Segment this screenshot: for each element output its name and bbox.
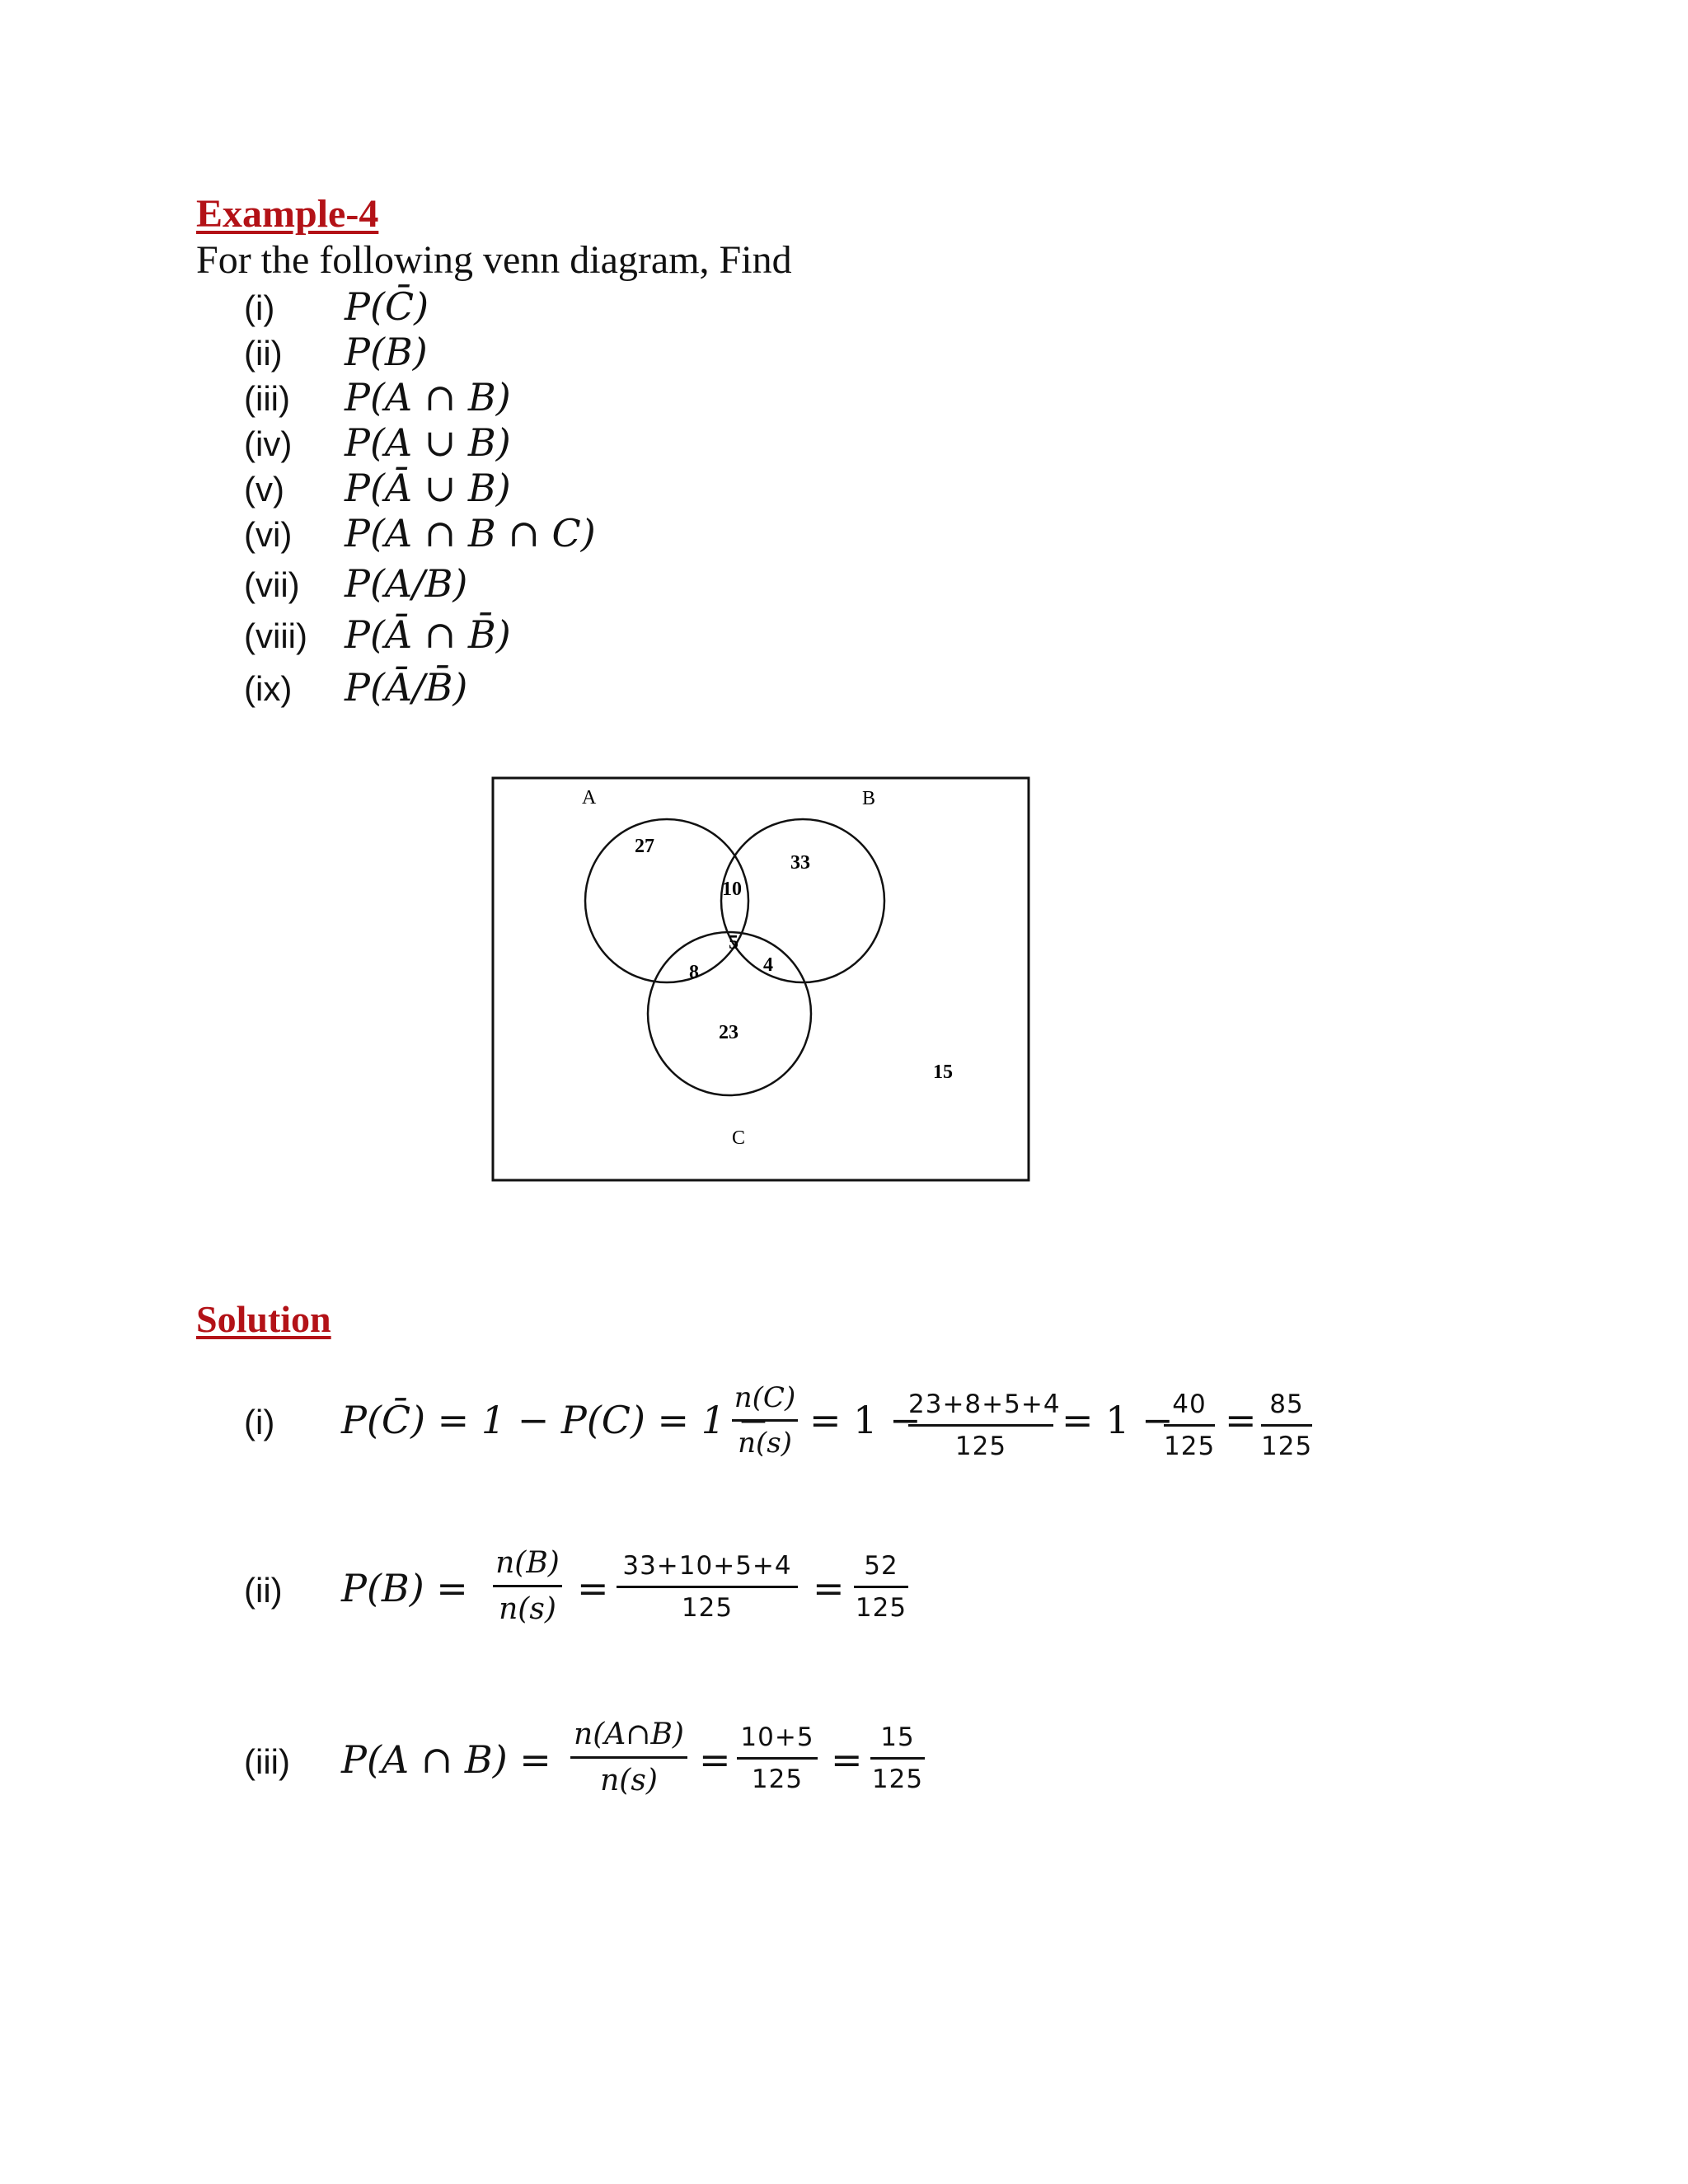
step-number: (ii) [244, 1571, 283, 1610]
question-number: (i) [244, 288, 275, 327]
fraction-52-125 [854, 1551, 908, 1623]
region-b-and-c: 4 [763, 954, 773, 976]
numerator: n(B) [495, 1546, 560, 1580]
step-lhs: P(B) = [341, 1566, 468, 1610]
step-lhs: P(A ∩ B) = [341, 1737, 551, 1782]
set-c-circle [648, 932, 811, 1095]
fraction-bar [493, 1585, 562, 1587]
region-a-b-c: 5 [729, 932, 738, 954]
denominator: 125 [681, 1593, 734, 1623]
numerator: 85 [1269, 1390, 1304, 1419]
numerator: n(C) [734, 1381, 796, 1414]
question-expression: P(A/B) [345, 561, 468, 606]
question-number: (viii) [244, 616, 307, 655]
example-title: Example-4 [196, 192, 379, 236]
set-b-circle [721, 819, 884, 982]
denominator: 125 [1164, 1432, 1216, 1461]
fraction-sum-125 [617, 1551, 798, 1623]
region-only-a: 27 [635, 836, 654, 857]
question-number: (vi) [244, 515, 293, 554]
question-expression: P(A ∩ B ∩ C) [345, 511, 596, 555]
fraction-sum-125 [908, 1390, 1061, 1461]
fraction-nb-ns [493, 1546, 562, 1626]
question-item [244, 561, 467, 606]
fraction-bar [1261, 1424, 1312, 1427]
denominator: n(s) [738, 1427, 792, 1460]
region-a-and-c: 8 [689, 962, 699, 983]
fraction-sum-125 [737, 1722, 818, 1794]
fraction-bar [854, 1586, 908, 1588]
question-expression: P(A ∩ B) [345, 375, 511, 419]
region-only-c: 23 [719, 1022, 738, 1043]
universal-set-box [493, 778, 1029, 1180]
fraction-85-125 [1261, 1390, 1312, 1461]
denominator: 125 [954, 1432, 1007, 1461]
question-number: (iv) [244, 424, 293, 463]
question-expression: P(Ā ∩ B̄) [345, 612, 511, 657]
numerator: 40 [1172, 1390, 1207, 1419]
numerator: 15 [880, 1722, 915, 1752]
fraction-bar [737, 1757, 818, 1760]
equals-one-minus: = 1 − [1062, 1398, 1174, 1442]
set-c-label: C [732, 1127, 746, 1149]
fraction-bar [732, 1419, 798, 1422]
numerator: 23+8+5+4 [908, 1390, 1061, 1419]
fraction-bar [908, 1424, 1053, 1427]
question-number: (ii) [244, 334, 283, 373]
fraction-bar [570, 1756, 687, 1759]
numerator: 52 [864, 1551, 898, 1581]
question-item [244, 420, 511, 465]
equals-sign: = [577, 1566, 609, 1610]
denominator: 125 [855, 1593, 907, 1623]
question-item [244, 375, 511, 419]
question-expression: P(C̄) [345, 284, 429, 329]
denominator: 125 [871, 1765, 924, 1794]
question-number: (v) [244, 470, 284, 509]
set-a-label: A [582, 787, 597, 808]
region-outside: 15 [933, 1062, 953, 1083]
question-expression: P(A ∪ B) [345, 420, 511, 465]
step-number: (iii) [244, 1742, 290, 1781]
set-b-label: B [862, 788, 876, 809]
numerator: 33+10+5+4 [622, 1551, 792, 1581]
fraction-nc-ns [732, 1381, 798, 1460]
step-number: (i) [244, 1403, 275, 1441]
fraction-bar [617, 1586, 798, 1588]
numerator: 10+5 [740, 1722, 814, 1752]
question-expression: P(Ā/B̄) [345, 665, 468, 710]
question-item [244, 284, 429, 329]
question-expression: P(B) [345, 330, 428, 374]
denominator: n(s) [600, 1764, 658, 1797]
question-number: (ix) [244, 669, 293, 708]
numerator: n(A∩B) [574, 1718, 684, 1751]
denominator: 125 [751, 1765, 804, 1794]
equals-sign: = [699, 1737, 731, 1782]
question-item [244, 466, 511, 510]
denominator: 125 [1261, 1432, 1313, 1461]
equals-sign: = [813, 1566, 845, 1610]
fraction-15-125 [870, 1722, 925, 1794]
solution-title: Solution [196, 1298, 331, 1340]
set-a-circle [585, 819, 748, 982]
fraction-bar [1164, 1424, 1215, 1427]
question-expression: P(Ā ∪ B) [345, 466, 511, 510]
equals-sign: = [831, 1737, 863, 1782]
region-only-b: 33 [790, 852, 810, 874]
fraction-nab-ns [570, 1718, 687, 1797]
denominator: n(s) [499, 1592, 556, 1626]
fraction-bar [870, 1757, 925, 1760]
equals-sign: = [1225, 1398, 1257, 1442]
question-number: (iii) [244, 379, 290, 418]
question-number: (vii) [244, 565, 300, 604]
step-lhs: P(C̄) = 1 − P(C) = 1 − [341, 1398, 770, 1442]
venn-diagram [491, 776, 1030, 1183]
question-item [244, 330, 428, 374]
equals-one-minus: = 1 − [809, 1398, 921, 1442]
question-item [244, 612, 511, 657]
fraction-40-125 [1164, 1390, 1215, 1461]
question-item [244, 665, 467, 710]
example-intro: For the following venn diagram, Find [196, 238, 792, 282]
question-item [244, 511, 596, 555]
region-a-and-b: 10 [722, 879, 742, 900]
